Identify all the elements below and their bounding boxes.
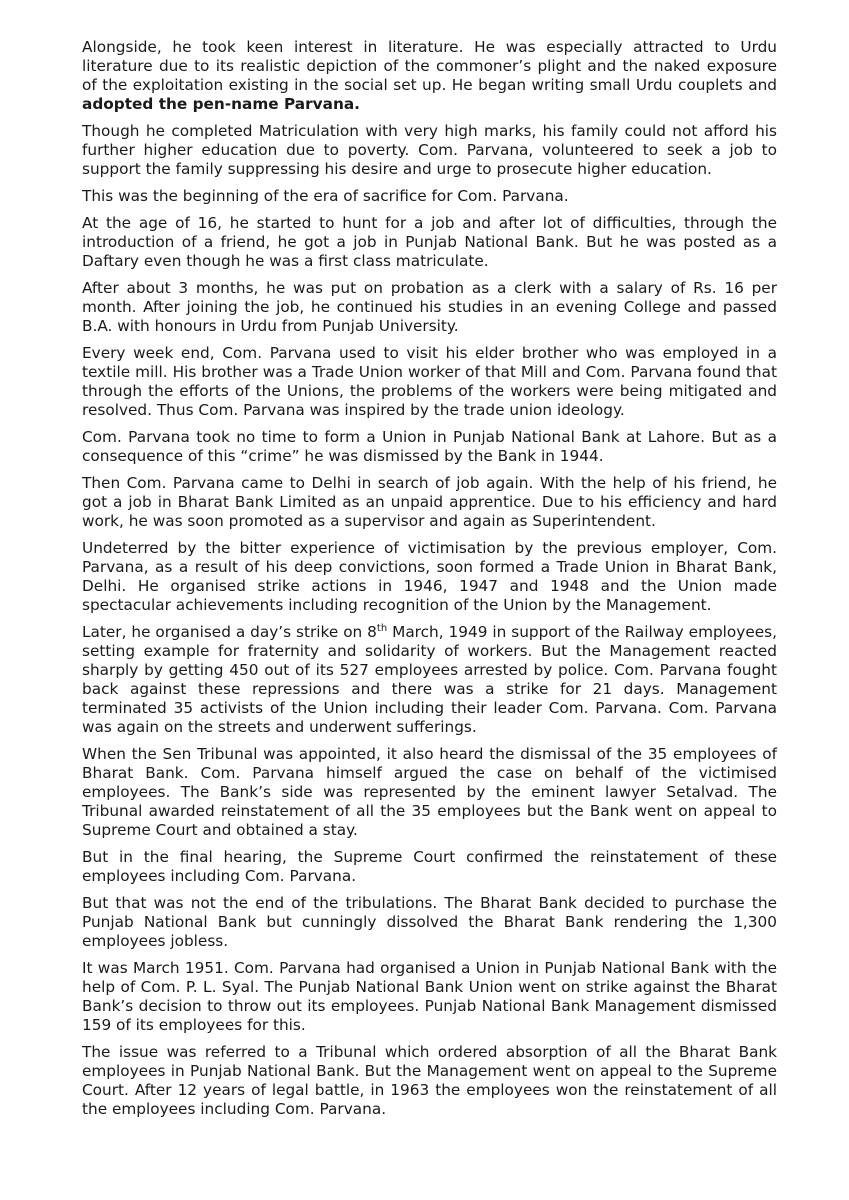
paragraph-literature	[82, 38, 777, 114]
paragraph-supreme-court: But in the final hearing, the Supreme Court confirmed the reinstatement of these employees including Com. Parvana.	[82, 848, 777, 885]
paragraph-text: Alongside, he took keen interest in literature. He was especially attracted to Urdu literature due to its realistic depiction of the commoner’s plight and the naked exposure of the exploitation existing in the social set up. He began writing small Urdu couplets and	[82, 38, 777, 94]
paragraph-union-lahore: Com. Parvana took no time to form a Union in Punjab National Bank at Lahore. But as a consequence of this “crime” he was dismissed by the Bank in 1944.	[82, 428, 777, 465]
ordinal-suffix: th	[376, 622, 388, 634]
paragraph-text: March, 1949 in support of the Railway employees, setting example for fraternity and solidarity of workers. But the Management reacted sharply by getting 450 out of its 527 employees arrested by police. Com. Parvana fought back against these repressions and there was a strike for 21 days. Management terminated 35 activists of the Union including their leader Com. Parvana. Com. Parvana was again on the streets and underwent sufferings.	[82, 623, 777, 736]
paragraph-trade-union-inspiration: Every week end, Com. Parvana used to visit his elder brother who was employed in a textile mill. His brother was a Trade Union worker of that Mill and Com. Parvana found that through the efforts of the Unions, the problems of the workers were being mitigated and resolved. Thus Com. Parvana was inspired by the trade union ideology.	[82, 344, 777, 419]
pen-name-emphasis: adopted the pen-name Parvana.	[82, 95, 360, 113]
paragraph-delhi-job: Then Com. Parvana came to Delhi in search of job again. With the help of his friend, he got a job in Bharat Bank Limited as an unpaid apprentice. Due to his efficiency and hard work, he was soon promoted as a supervisor and again as Superintendent.	[82, 474, 777, 530]
paragraph-bharat-bank-union: Undeterred by the bitter experience of victimisation by the previous employer, Com. Parvana, as a result of his deep convictions, soon formed a Trade Union in Bharat Bank, Delhi. He organised strike actions in 1946, 1947 and 1948 and the Union made spectacular achievements including recognition of the Union by the Management.	[82, 539, 777, 614]
paragraph-railway-strike	[82, 623, 777, 737]
paragraph-tribulations: But that was not the end of the tribulations. The Bharat Bank decided to purchase the Punjab National Bank but cunningly dissolved the Bharat Bank rendering the 1,300 employees jobless.	[82, 894, 777, 950]
paragraph-tribunal-absorption: The issue was referred to a Tribunal which ordered absorption of all the Bharat Bank employees in Punjab National Bank. But the Management went on appeal to the Supreme Court. After 12 years of legal battle, in 1963 the employees won the reinstatement of all the employees including Com. Parvana.	[82, 1043, 777, 1118]
paragraph-first-job: At the age of 16, he started to hunt for a job and after lot of difficulties, through the introduction of a friend, he got a job in Punjab National Bank. But he was posted as a Daftary even though he was a first class matriculate.	[82, 214, 777, 270]
paragraph-probation: After about 3 months, he was put on probation as a clerk with a salary of Rs. 16 per month. After joining the job, he continued his studies in an evening College and passed B.A. with honours in Urdu from Punjab University.	[82, 279, 777, 335]
paragraph-era-of-sacrifice: This was the beginning of the era of sacrifice for Com. Parvana.	[82, 187, 569, 205]
paragraph-march-1951: It was March 1951. Com. Parvana had organised a Union in Punjab National Bank with the help of Com. P. L. Syal. The Punjab National Bank Union went on strike against the Bharat Bank’s decision to throw out its employees. Punjab National Bank Management dismissed 159 of its employees for this.	[82, 959, 777, 1034]
paragraph-sen-tribunal: When the Sen Tribunal was appointed, it also heard the dismissal of the 35 employees of Bharat Bank. Com. Parvana himself argued the case on behalf of the victimised employees. The Bank’s side was represented by the eminent lawyer Setalvad. The Tribunal awarded reinstatement of all the 35 employees but the Bank went on appeal to Supreme Court and obtained a stay.	[82, 745, 777, 839]
paragraph-matriculation: Though he completed Matriculation with very high marks, his family could not afford his further higher education due to poverty. Com. Parvana, volunteered to seek a job to support the family suppressing his desire and urge to prosecute higher education.	[82, 122, 777, 178]
document-page	[82, 38, 777, 1127]
paragraph-text: Later, he organised a day’s strike on 8	[82, 623, 377, 641]
